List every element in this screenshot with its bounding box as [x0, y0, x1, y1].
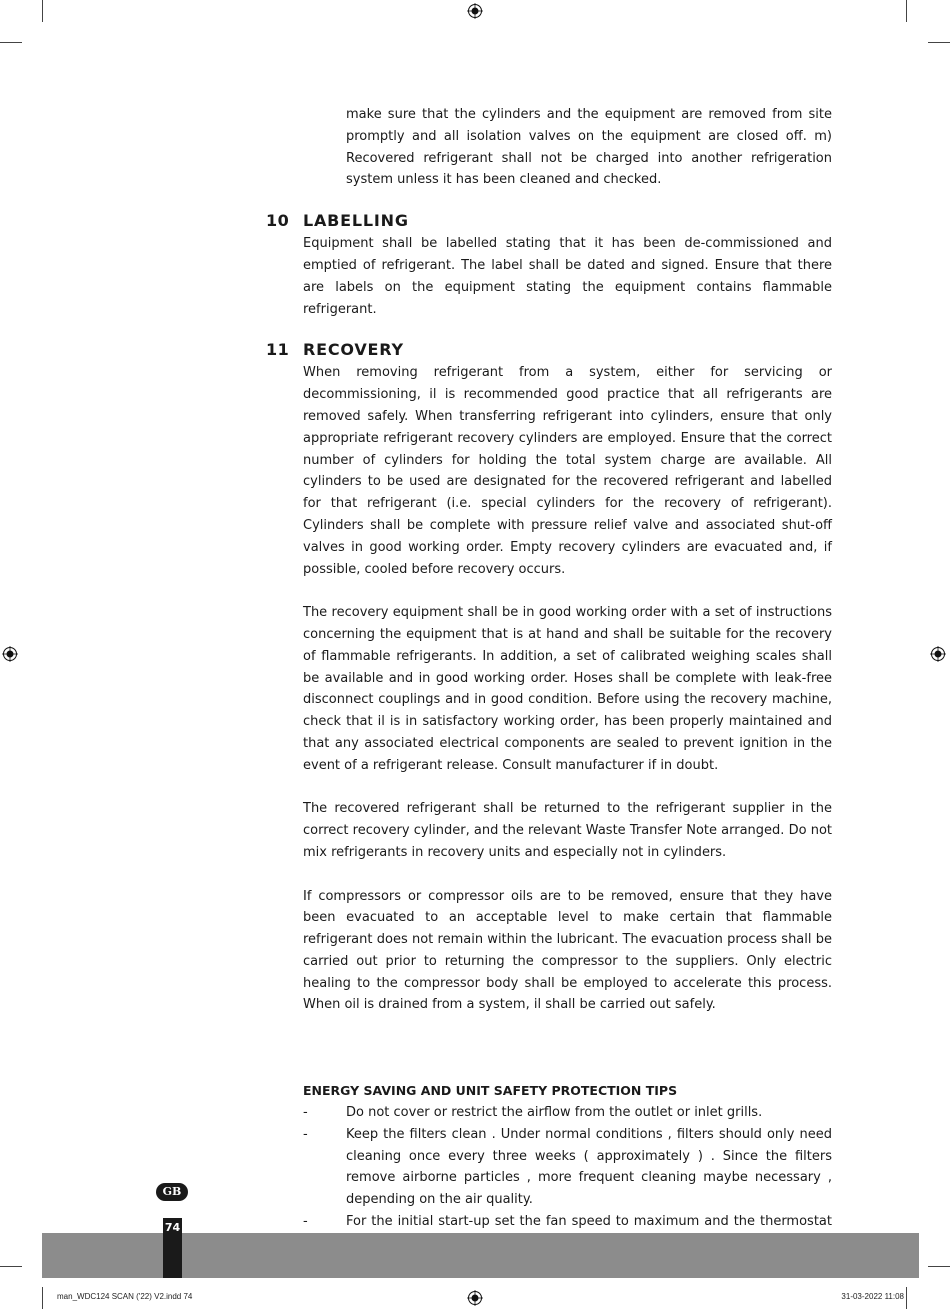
- crop-mark: [928, 42, 950, 43]
- section-paragraph: The recovery equipment shall be in good working order with a set of instructions concerning the equipment that is at hand and shall be suitable for the recovery of flammable refrigerants. In addition, a set of calibrated weighing scales shall be available and in good working order. Hoses shall be complete with leak-free disconnect couplings and in good condition. Before using the recovery machine, check that il is in satisfactory working order, has been properly maintained and that any associated electrical components are sealed to prevent ignition in the event of a refrigerant release. Consult manufacturer if in doubt.: [303, 605, 832, 773]
- crop-mark: [906, 0, 907, 22]
- continuation-paragraph: make sure that the cylinders and the equipment are removed from site promptly and all isolation valves on the equipment are closed off. m) Recovered refrigerant shall not be charged into another refrigeration system unless it has been cleaned and checked.: [346, 107, 832, 188]
- bullet-dash: -: [303, 1105, 308, 1121]
- registration-mark-icon: [930, 646, 946, 662]
- page-number: 74: [164, 1221, 181, 1234]
- section-paragraph: Equipment shall be labelled stating that it has been de-commissioned and emptied of refrigerant. The label shall be dated and signed. Ensure that there are labels on the equipment stating the equipment contains flammable refrigerant.: [303, 236, 832, 317]
- section-number: 10: [266, 211, 290, 231]
- section-paragraph: If compressors or compressor oils are to be removed, ensure that they have been evacuated to an acceptable level to make certain that flammable refrigerant does not remain within the lubricant. The evacuation process shall be carried out prior to returning the compressor to the suppliers. Only electric healing to the compressor body shall be employed to accelerate this process. When oil is drained from a system, il shall be carried out safely.: [303, 888, 832, 1013]
- list-item: [303, 1102, 832, 1124]
- section-paragraph: The recovered refrigerant shall be returned to the refrigerant supplier in the correct recovery cylinder, and the relevant Waste Transfer Note arranged. Do not mix refrigerants in recovery units and especially not in cylinders.: [303, 801, 832, 860]
- section-paragraph: When removing refrigerant from a system, either for servicing or decommissioning, il is recommended good practice that all refrigerants are removed safely. When transferring refrigerant into cylinders, ensure that only appropriate refrigerant recovery cylinders are employed. Ensure that the correct number of cylinders for holding the total system charge are available. All cylinders to be used are designated for the recovered refrigerant and labelled for that refrigerant (i.e. special cylinders for the recovery of refrigerant). Cylinders shall be complete with pressure relief valve and associated shut-off valves in good working order. Empty recovery cylinders are evacuated and, if possible, cooled before recovery occurs.: [303, 365, 832, 577]
- registration-mark-icon: [467, 1290, 483, 1306]
- section-title: LABELLING: [303, 211, 409, 231]
- bullet-dash: -: [303, 1126, 308, 1142]
- print-slug-filename: man_WDC124 SCAN ('22) V2.indd 74: [57, 1292, 193, 1301]
- section-heading-recovery: [266, 340, 832, 362]
- page-content: [266, 104, 832, 1276]
- crop-mark: [42, 0, 43, 22]
- print-slug-date: 31-03-2022 11:08: [841, 1292, 904, 1301]
- crop-mark: [928, 1266, 950, 1267]
- tips-heading: ENERGY SAVING AND UNIT SAFETY PROTECTION TIPS: [303, 1083, 678, 1099]
- crop-mark: [906, 1287, 907, 1309]
- registration-mark-icon: [2, 646, 18, 662]
- section-title: RECOVERY: [303, 340, 404, 360]
- list-item-text: For the initial start-up set the fan speed to maximum and the thermostat: [346, 1214, 832, 1230]
- bullet-dash: -: [303, 1214, 308, 1230]
- crop-mark: [42, 1287, 43, 1309]
- list-item-text: Keep the filters clean . Under normal conditions , filters should only need cleaning once every three weeks ( approximately ) . Since the filters remove airborne particles , more frequent cleaning maybe necessary , depending on the air quality.: [346, 1126, 832, 1208]
- crop-mark: [0, 42, 22, 43]
- registration-mark-icon: [467, 3, 483, 19]
- language-badge: GB: [156, 1183, 188, 1201]
- section-heading-labelling: [266, 211, 832, 233]
- list-item: [303, 1124, 832, 1211]
- crop-mark: [0, 1266, 22, 1267]
- section-number: 11: [266, 340, 290, 360]
- list-item-text: Do not cover or restrict the airflow from the outlet or inlet grills.: [346, 1105, 763, 1121]
